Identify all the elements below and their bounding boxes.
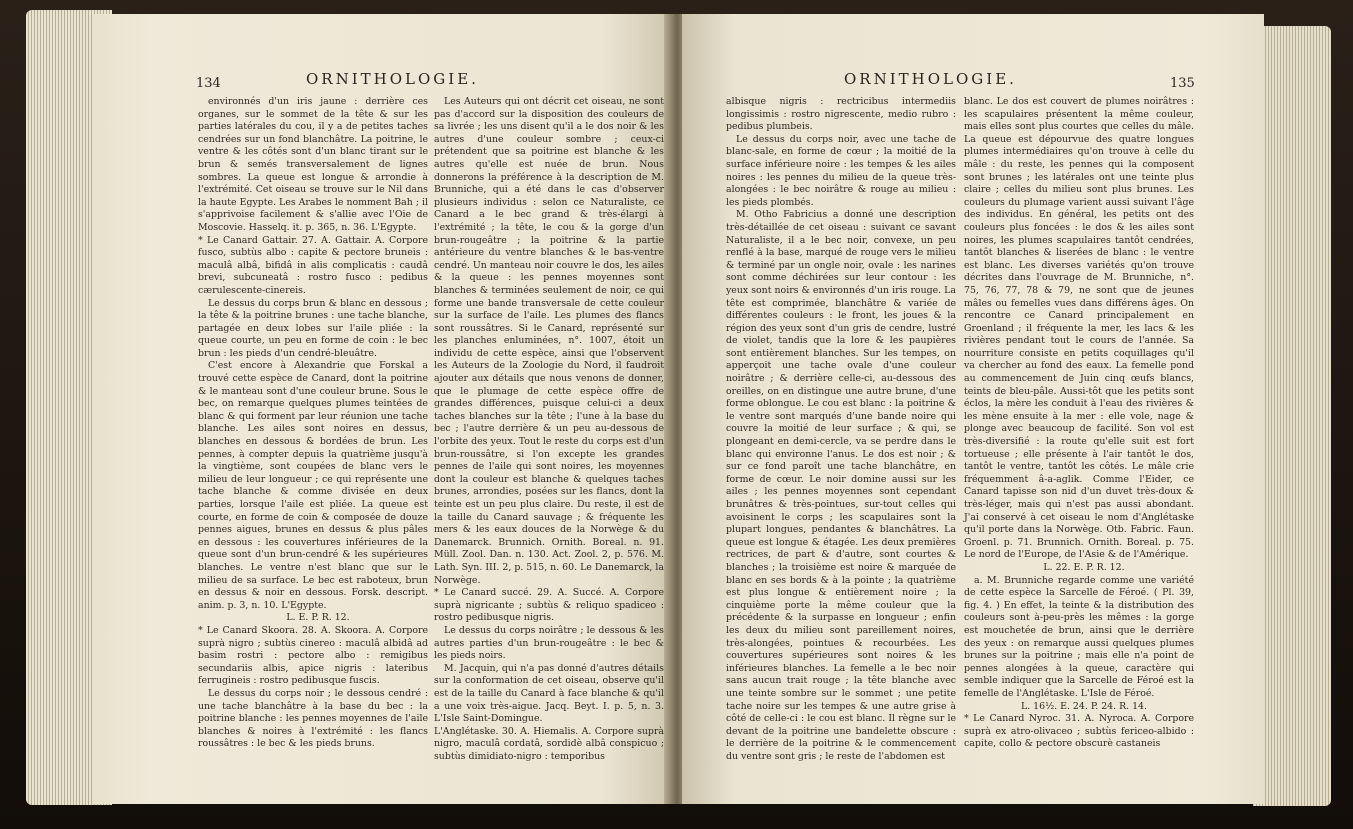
species-entry: * Le Canard Skoora. 28. A. Skoora. A. Corpore suprà nigro ; subtùs cinereo : maculâ albidâ ad basim rostri : pectore albo : remigibus secundariis albis, apice nigris : lateribus ferrugineis : rostro pedibusque fuscis. xyxy=(198,624,428,687)
running-head: ORNITHOLOGIE. xyxy=(844,70,1017,88)
paragraph: environnés d'un iris jaune : derrière ces organes, sur le sommet de la tête & sur les parties latérales du cou, il y a de petites taches cendrées sur un fond blanchâtre. La poitrine, le ventre & les côtés sont d'un blanc tirant sur le brun & semés transversalement de lignes sombres. La queue est longue & arrondie à l'extrémité. Cet oiseau se trouve sur le Nil dans la haute Egypte. Les Arabes le nomment Bah ; il s'apprivoise facilement & s'allie avec l'Oie de Moscovie. Hasselq. it. p. 365, n. 36. L'Egypte. xyxy=(198,96,428,233)
species-entry: * Le Canard succé. 29. A. Succé. A. Corpore suprà nigricante ; subtùs & reliquo spadiceo : rostro pedibusque nigris. xyxy=(434,587,664,624)
paragraph: Le dessus du corps brun & blanc en dessous ; la tête & la poitrine brunes : une tache blanche, partagée en deux lobes sur l'aile pliée : la queue courte, un peu en forme de coin : le bec brun : les pieds d'un cendré-bleuâtre. xyxy=(198,297,428,359)
left-column-2 xyxy=(434,96,664,763)
measurements: L. 22. E. P. R. 12. xyxy=(1043,561,1125,573)
running-head: ORNITHOLOGIE. xyxy=(306,70,479,88)
species-entry: L'Anglétaske. 30. A. Hiemalis. A. Corpore suprà nigro, maculâ cordatâ, sordidè albâ conspicuo ; subtùs dimidiato-nigro : temporibus xyxy=(434,725,664,762)
page-number: 135 xyxy=(1170,76,1195,91)
paragraph: blanc. Le dos est couvert de plumes noirâtres : les scapulaires présentent la même couleur, mais elles sont plus courtes que celles du mâle. La queue est dépourvue des quatre longues plumes intermédiaires qu'on trouve à celle du mâle : du reste, les pennes qui la composent sont brunes ; les latérales ont une teinte plus claire ; celles du milieu sont plus brunes. Les couleurs du plumage varient aussi suivant l'âge des individus. En général, les petits ont des couleurs plus foncées : le dos & les ailes sont noires, les plumes scapulaires tantôt cendrées, tantôt blanches & liserées de blanc : le ventre est blanc. Les diverses variétés qu'on trouve décrites dans l'ouvrage de M. Brunniche, n°. 75, 76, 77, 78 & 79, ne sont que de jeunes mâles ou femelles vues dans différens âges. On rencontre ce Canard principalement en Groenland ; il fréquente la mer, les lacs & les rivières pendant tout le cours de l'année. Sa nourriture consiste en petits coquillages qu'il va chercher au fond des eaux. La femelle pond au commencement de Juin cinq œufs blancs, teints de bleu-pâle. Aussi-tôt que les petits sont éclos, la mère les conduit à l'eau des rivières & les mène ensuite à la mer : elle vole, nage & plonge avec beaucoup de facilité. Son vol est très-diversifié : la route qu'elle suit est fort tortueuse ; elle présente à l'air tantôt le dos, tantôt le ventre, tantôt les côtés. Le mâle crie fréquemment â-a-aglik. Comme l'Eider, ce Canard tapisse son nid d'un duvet très-doux & très-léger, mais qui n'est pas aussi abondant. J'ai conservé à cet oiseau le nom d'Anglétaske qu'il porte dans la Norwège. Otb. Fabric. Faun. Groenl. p. 71. Brunnich. Ornith. Boreal. p. 75. Le nord de l'Europe, de l'Asie & de l'Amérique. xyxy=(964,96,1194,561)
paragraph: Le dessus du corps noirâtre ; le dessous & les autres parties d'un brun-rougeâtre : le bec & les pieds noirs. xyxy=(434,624,664,662)
right-column-1 xyxy=(726,96,956,763)
paragraph: Le dessus du corps noir, avec une tache de blanc-sale, en forme de cœur ; la moitié de la surface inférieure noire : les tempes & les ailes noires : les pennes du milieu de la queue très-alongées : le bec noirâtre & rouge au milieu : les pieds plombés. xyxy=(726,133,956,208)
right-column-2 xyxy=(964,96,1194,751)
right-page xyxy=(682,14,1264,804)
species-entry: * Le Canard Gattair. 27. A. Gattair. A. Corpore fusco, subtùs albo : capite & pectore bruneis : maculâ albâ, bifidâ in alis complicatis : caudâ brevi, subcuneatâ : rostro fusco : pedibus cærulescente-cinereis. xyxy=(198,234,428,296)
paragraph: Les Auteurs qui ont décrit cet oiseau, ne sont pas d'accord sur la disposition des couleurs de sa livrée ; les uns disent qu'il a le dos noir & les autres d'une couleur sombre ; ceux-ci prétendent que sa poitrine est blanche & les autres qu'elle est nuée de brun. Nous donnerons la préférence à la description de M. Brunniche, qui a été dans le cas d'observer plusieurs individus : selon ce Naturaliste, ce Canard a le bec grand & très-élargi à l'extrémité ; la tête, le cou & la gorge d'un brun-rougeâtre ; la poitrine & la partie antérieure du ventre blanches & le bas-ventre cendré. Un manteau noir couvre le dos, les ailes & la queue : les pennes moyennes sont blanches & terminées seulement de noir, ce qui forme une bande transversale de cette couleur sur la surface de l'aile. Les plumes des flancs sont roussâtres. Si le Canard, représenté sur les planches enluminées, n°. 1007, étoit un individu de cette espèce, ainsi que l'observent les Auteurs de la Zoologie du Nord, il faudroit ajouter aux détails que nous venons de donner, que le plumage de cette espèce offre de grandes différences, puisque celui-ci a deux taches blanches sur la tête ; l'une à la base du bec ; l'autre derrière & un peu au-dessous de l'orbite des yeux. Tout le reste du corps est d'un brun-roussâtre, si l'on excepte les grandes pennes de l'aile qui sont noires, les moyennes dont la couleur est blanche & quelques taches brunes, arrondies, posées sur les flancs, dont la teinte est un peu plus claire. Du reste, il est de la taille du Canard sauvage ; & fréquente les mers & les eaux douces de la Norwège & du Danemarck. Brunnich. Ornith. Boreal. n. 91. Müll. Zool. Dan. n. 130. Act. Zool. 2, p. 576. M. Lath. Syn. III. 2, p. 515, n. 60. Le Danemarck, la Norwège. xyxy=(434,96,664,586)
page-number: 134 xyxy=(196,76,221,91)
paragraph: a. M. Brunniche regarde comme une variété de cette espèce la Sarcelle de Féroé. ( Pl. 39, fig. 4. ) En effet, la teinte & la distribution des couleurs sont à-peu-près les mêmes : la gorge est mouchetée de brun, ainsi que le derrière des yeux : on remarque aussi quelques plumes brunes sur la poitrine ; mais elle n'a point de pennes alongées à la queue, caractère qui semble indiquer que la Sarcelle de Féroé est la femelle de l'Anglétaske. L'Isle de Féroé. xyxy=(964,574,1194,699)
paragraph: albisque nigris : rectricibus intermediis longissimis : rostro nigrescente, medio rubro : pedibus plumbeis. xyxy=(726,96,956,133)
paragraph: M. Otho Fabricius a donné une description très-détaillée de cet oiseau : suivant ce savant Naturaliste, il a le bec noir, convexe, un peu renflé à la base, marqué de rouge vers le milieu & terminé par un ongle noir, ovale : les narines sont comme déchirées sur leur contour : les yeux sont noirs & environnés d'un iris rouge. La tête est comprimée, blanchâtre & variée de différentes couleurs : le front, les joues & la région des yeux sont d'un gris de cendre, lustré de violet, tandis que la lore & les paupières sont entièrement blanches. Sur les tempes, on apperçoit une tache ovale d'une couleur noirâtre ; & derrière celle-ci, au-dessous des oreilles, on en distingue une autre brune, d'une forme oblongue. Le cou est blanc : la poitrine & le ventre sont marqués d'une bande noire qui couvre la moitié de leur surface ; & qui, se plongeant en demi-cercle, va se perdre dans le blanc qui environne l'anus. Le dos est noir ; & sur ce fond paroît une tache blanchâtre, en forme de cœur. Le noir domine aussi sur les ailes ; les pennes moyennes sont cependant brunâtres & très-pointues, sur-tout celles qui avoisinent le corps ; les scapulaires sont la plupart longues, pendantes & blanchâtres. La queue est longue & étagée. Les deux premières rectrices, de part & d'autre, sont courtes & blanches ; la troisième est noire & marquée de blanc en ses bords & à la pointe ; la quatrième est plus longue & entièrement noire ; la cinquième porte la même couleur que la précédente & la surpasse en longueur ; enfin les deux du milieu sont pareillement noires, très-alongées, pointues & recourbées. Les couvertures supérieures sont noires & les inférieures blanches. La femelle a le bec noir sans aucun trait rouge ; la tête blanche avec une teinte sombre sur le sommet ; une petite tache noire sur les tempes & une autre grise à côté de celle-ci : le cou est blanc. Il règne sur le devant de la poitrine une bandelette obscure : le derrière de la poitrine & le commencement du ventre sont gris ; le reste de l'abdomen est xyxy=(726,209,956,762)
left-page xyxy=(92,14,672,804)
left-column-1 xyxy=(198,96,428,751)
paragraph: M. Jacquin, qui n'a pas donné d'autres détails sur la conformation de cet oiseau, observe qu'il est de la taille du Canard à face blanche & qu'il a une voix très-aigue. Jacq. Beyt. I. p. 5, n. 3. L'Isle Saint-Domingue. xyxy=(434,662,664,725)
species-entry: * Le Canard Nyroc. 31. A. Nyroca. A. Corpore suprà ex atro-olivaceo ; subtùs fericeo-albido : capite, collo & pectore obscurè castaneis xyxy=(964,713,1194,750)
measurements: L. E. P. R. 12. xyxy=(286,612,350,624)
paragraph: Le dessus du corps noir ; le dessous cendré : une tache blanchâtre à la base du bec : la poitrine blanche : les pennes moyennes de l'aile blanches & noires à l'extrémité : les flancs roussâtres : le bec & les pieds bruns. xyxy=(198,687,428,750)
paragraph: C'est encore à Alexandrie que Forskal a trouvé cette espèce de Canard, dont la poitrine & le manteau sont d'une couleur brune. Sous le bec, on remarque quelques plumes teintées de blanc & qui forment par leur réunion une tache blanche. Les ailes sont noires en dessus, blanches en dessous & bordées de brun. Les pennes, à compter depuis la quatrième jusqu'à la vingtième, sont coupées de blanc vers le milieu de leur longueur ; ce qui représente une tache blanche & comme divisée en deux parties, lorsque l'aile est pliée. La queue est courte, en forme de coin & composée de douze pennes aigues, brunes en dessus & plus pâles en dessous : les couvertures inférieures de la queue sont d'un brun-cendré & les supérieures blanches. Le ventre n'est blanc que sur le milieu de sa surface. Le bec est raboteux, brun en dessus & noir en dessous. Forsk. descript. anim. p. 3, n. 10. L'Egypte. xyxy=(198,360,428,611)
measurements: L. 16½. E. 24. P. 24. R. 14. xyxy=(1020,700,1148,712)
page-edges-right xyxy=(1253,26,1331,806)
